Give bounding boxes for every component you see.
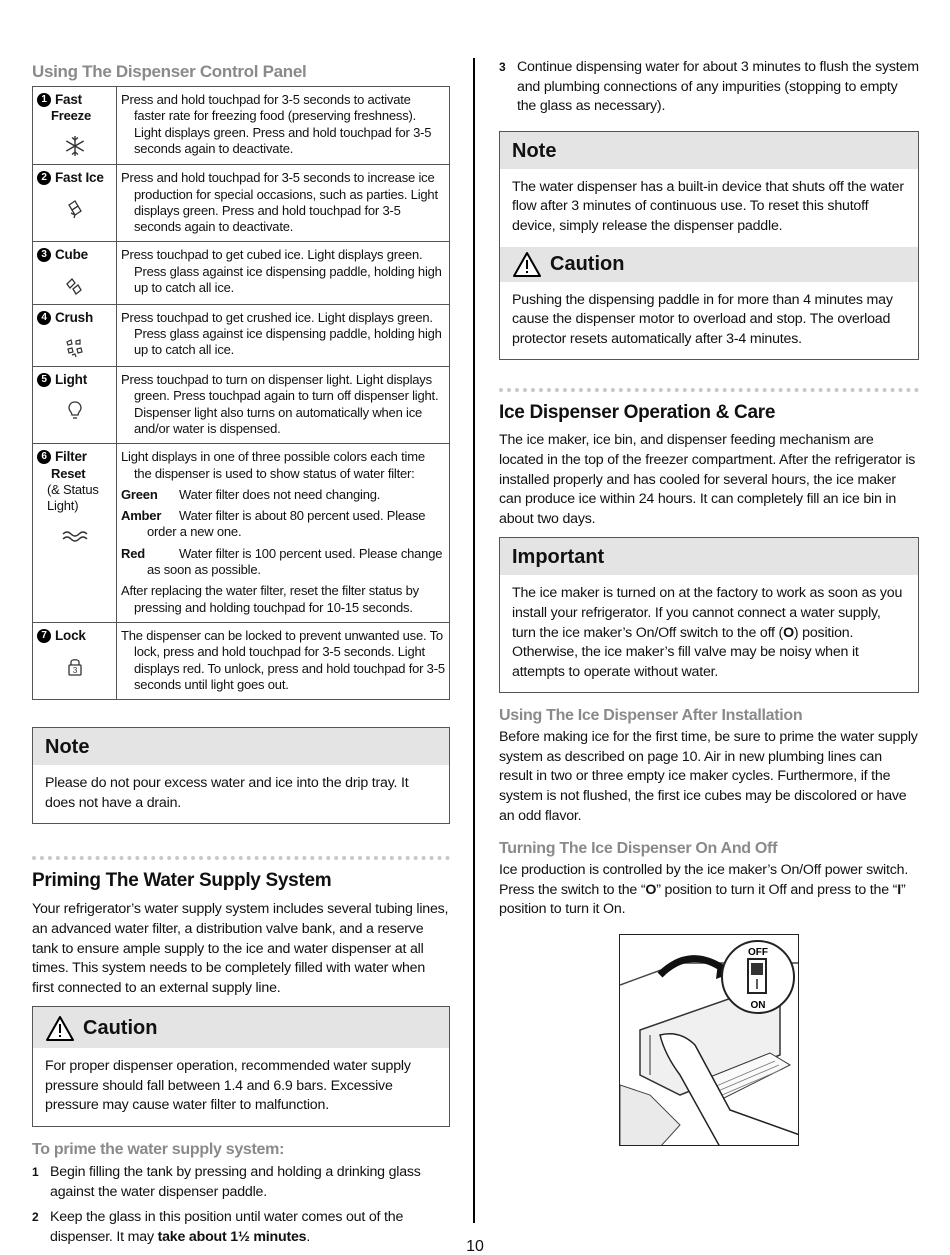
warning-icon xyxy=(45,1015,75,1042)
feature-name: Fast Ice xyxy=(55,170,104,186)
feature-description-cell xyxy=(117,444,450,623)
filter-status-text: Water filter is 100 percent used. Please change as soon as possible. xyxy=(147,545,443,578)
feature-label-cell xyxy=(33,242,117,304)
on-off-title: Turning The Ice Dispenser On And Off xyxy=(499,840,778,858)
step-number: 2 xyxy=(32,1210,39,1225)
filter-status-color: Red xyxy=(121,545,145,561)
filter-status-option xyxy=(121,546,445,579)
feature-description: The dispenser can be locked to prevent unwanted use. To lock, press and hold touchpad for 3-5 seconds. Light displays red. To unlock, press and hold touchpad for 3-5 seconds until light goes out. xyxy=(121,627,445,692)
table-row xyxy=(33,165,450,242)
control-panel-table xyxy=(32,86,450,700)
water-wave-icon xyxy=(37,522,112,550)
prime-steps-title: To prime the water supply system: xyxy=(32,1141,285,1159)
feature-label-cell xyxy=(33,444,117,623)
feature-number: 2 xyxy=(37,171,51,185)
note-box xyxy=(32,727,450,824)
filter-status-text: Water filter does not need changing. xyxy=(179,486,381,502)
feature-number: 5 xyxy=(37,373,51,387)
feature-description-cell xyxy=(117,87,450,165)
feature-number: 7 xyxy=(37,629,51,643)
feature-name-2: Freeze xyxy=(51,108,91,124)
table-row xyxy=(33,87,450,165)
filter-status-color: Green xyxy=(121,486,158,502)
caution-heading xyxy=(500,247,918,282)
filter-status-color: Amber xyxy=(121,508,162,524)
ice-dispenser-title: Ice Dispenser Operation & Care xyxy=(499,402,776,424)
caution-title: Caution xyxy=(83,1017,158,1040)
ice-maker-drawing xyxy=(620,935,799,1146)
feature-description: Press touchpad to get cubed ice. Light displays green. Press glass against ice dispensing paddle, holding high up to catch all ice. xyxy=(121,247,442,296)
after-install-title: Using The Ice Dispenser After Installation xyxy=(499,707,803,725)
step-number: 3 xyxy=(499,60,506,74)
feature-label-cell xyxy=(33,622,117,699)
feature-description: Press and hold touchpad for 3-5 seconds to increase ice production for special occasions, such as parties. Light displays green. Press and hold touchpad for 3-5 seconds again to deactivate. xyxy=(121,170,438,235)
right-column xyxy=(499,58,919,1146)
note-text: Please do not pour excess water and ice into the drip tray. It does not have a drain. xyxy=(45,775,409,811)
filter-status-text: Water filter is about 80 percent used. Please order a new one. xyxy=(147,508,426,540)
note-box xyxy=(499,131,919,361)
table-row xyxy=(33,367,450,444)
note-text: The water dispenser has a built-in device that shuts off the water flow after 3 minutes of continuous use. To reset this shutoff device, simply release the dispenser paddle. xyxy=(512,178,904,234)
priming-title: Priming The Water Supply System xyxy=(32,870,332,892)
feature-label-cell xyxy=(33,165,117,242)
feature-description-cell xyxy=(117,367,450,444)
caution-box xyxy=(32,1006,450,1127)
feature-number: 4 xyxy=(37,311,51,325)
prime-steps-continued xyxy=(499,58,919,117)
feature-number: 1 xyxy=(37,93,51,107)
step-text: Begin filling the tank by pressing and holding a drinking glass against the water dispenser paddle. xyxy=(50,1164,421,1200)
note-heading: Note xyxy=(500,132,918,169)
feature-description: Light displays in one of three possible colors each time the dispenser is used to show status of water filter: xyxy=(121,449,425,481)
feature-label-cell xyxy=(33,304,117,366)
crushed-ice-icon xyxy=(37,334,112,362)
feature-number: 6 xyxy=(37,450,51,464)
step-number: 1 xyxy=(32,1165,39,1180)
table-row xyxy=(33,242,450,304)
feature-name: Cube xyxy=(55,247,88,263)
lock-icon xyxy=(37,652,112,680)
feature-name-3: (& Status Light) xyxy=(47,481,99,513)
important-text: The ice maker is turned on at the factory to work as soon as you install your refrigerator. If you cannot connect a water supply, turn the ice maker’s On/Off switch to the off (O) position. Otherwise, the ice maker’s fill valve may be noisy when it attempts to operate without water. xyxy=(512,585,903,680)
feature-name: Fast xyxy=(55,92,82,107)
caution-text: For proper dispenser operation, recommended water supply pressure should fall between 1.4 and 6.9 bars. Excessive pressure may cause water filter to malfunction. xyxy=(45,1058,411,1114)
feature-name: Crush xyxy=(55,309,94,325)
feature-description: Press touchpad to turn on dispenser light. Light displays green. Press touchpad again to turn off dispenser light. Dispenser light also turns on automatically when ice and/or water is dispensed. xyxy=(121,372,439,436)
feature-description-cell xyxy=(117,242,450,304)
caution-text: Pushing the dispensing paddle in for more than 4 minutes may cause the dispenser motor to overload and stop. The overload protector resets automatically after 3-4 minutes. xyxy=(512,291,893,347)
ice-cubes-icon xyxy=(37,195,112,223)
table-row xyxy=(33,444,450,623)
list-item xyxy=(499,58,919,117)
caution-heading xyxy=(33,1007,449,1048)
step-text: Continue dispensing water for about 3 minutes to flush the system and plumbing connections of any impurities (stopping to empty the glass as necessary). xyxy=(517,59,919,115)
ice-maker-switch-illustration xyxy=(619,934,799,1146)
feature-description-cell xyxy=(117,622,450,699)
prime-steps-list xyxy=(32,1163,450,1247)
step-text: Keep the glass in this position until water comes out of the dispenser. It may take about 1½ minutes. xyxy=(50,1209,404,1245)
important-heading: Important xyxy=(500,538,918,575)
caution-title: Caution xyxy=(550,252,625,275)
feature-name: Lock xyxy=(55,627,86,643)
switch-on-label: ON xyxy=(750,1000,766,1012)
feature-name-2: Reset xyxy=(51,465,86,481)
filter-status-option xyxy=(121,487,445,503)
feature-description-cell xyxy=(117,304,450,366)
priming-text: Your refrigerator’s water supply system includes several tubing lines, an advanced water filter, a distribution valve bank, and a reserve tank to ensure ample supply to the ice and water dispenser at all times. This system needs to be completely filled with water when first connected to an external supply line. xyxy=(32,901,449,996)
snowflake-icon xyxy=(37,132,112,160)
important-box xyxy=(499,537,919,693)
warning-icon xyxy=(512,251,542,278)
light-bulb-icon xyxy=(37,396,112,424)
column-divider xyxy=(473,58,475,1223)
table-row xyxy=(33,304,450,366)
table-row xyxy=(33,622,450,699)
feature-label-cell xyxy=(33,87,117,165)
page-number: 10 xyxy=(466,1238,484,1255)
switch-off-label: OFF xyxy=(748,947,768,959)
feature-label-cell xyxy=(33,367,117,444)
feature-number: 3 xyxy=(37,248,51,262)
filter-status-option xyxy=(121,508,445,541)
on-off-text: Ice production is controlled by the ice maker’s On/Off power switch. Press the switch to the “O” position to turn it Off and press to the “I” position to turn it On. xyxy=(499,862,909,918)
feature-description-2: After replacing the water filter, reset the filter status by pressing and holding touchpad for 10-15 seconds. xyxy=(121,583,419,615)
control-panel-title: Using The Dispenser Control Panel xyxy=(32,62,307,81)
note-heading: Note xyxy=(33,728,449,765)
section-divider xyxy=(32,856,450,860)
section-divider xyxy=(499,388,919,392)
left-column xyxy=(32,62,450,1253)
feature-description-cell xyxy=(117,165,450,242)
feature-name: Filter xyxy=(55,449,87,465)
list-item xyxy=(32,1163,450,1202)
ice-dispenser-text: The ice maker, ice bin, and dispenser feeding mechanism are located in the top of the freezer compartment. After the refrigerator is installed properly and has cooled for several hours, the ice maker can produce ice within 24 hours. It can completely fill an ice bin in about two days. xyxy=(499,432,916,527)
feature-name: Light xyxy=(55,372,87,388)
cube-ice-icon xyxy=(37,272,112,300)
feature-description: Press and hold touchpad for 3-5 seconds to activate faster rate for freezing food (preserving freshness). Light displays green. Press and hold touchpad for 3-5 seconds again to deactivate. xyxy=(121,92,432,156)
feature-description: Press touchpad to get crushed ice. Light displays green. Press glass against ice dispensing paddle, holding high up to catch all ice. xyxy=(121,309,442,358)
svg-text:3: 3 xyxy=(72,666,77,676)
after-install-text: Before making ice for the first time, be sure to prime the water supply system as described on page 10. Air in new plumbing lines can result in two or three empty ice maker cycles. Furthermore, if the system is not flushed, the first ice cubes may be discolored or have an odd flavor. xyxy=(499,729,918,824)
